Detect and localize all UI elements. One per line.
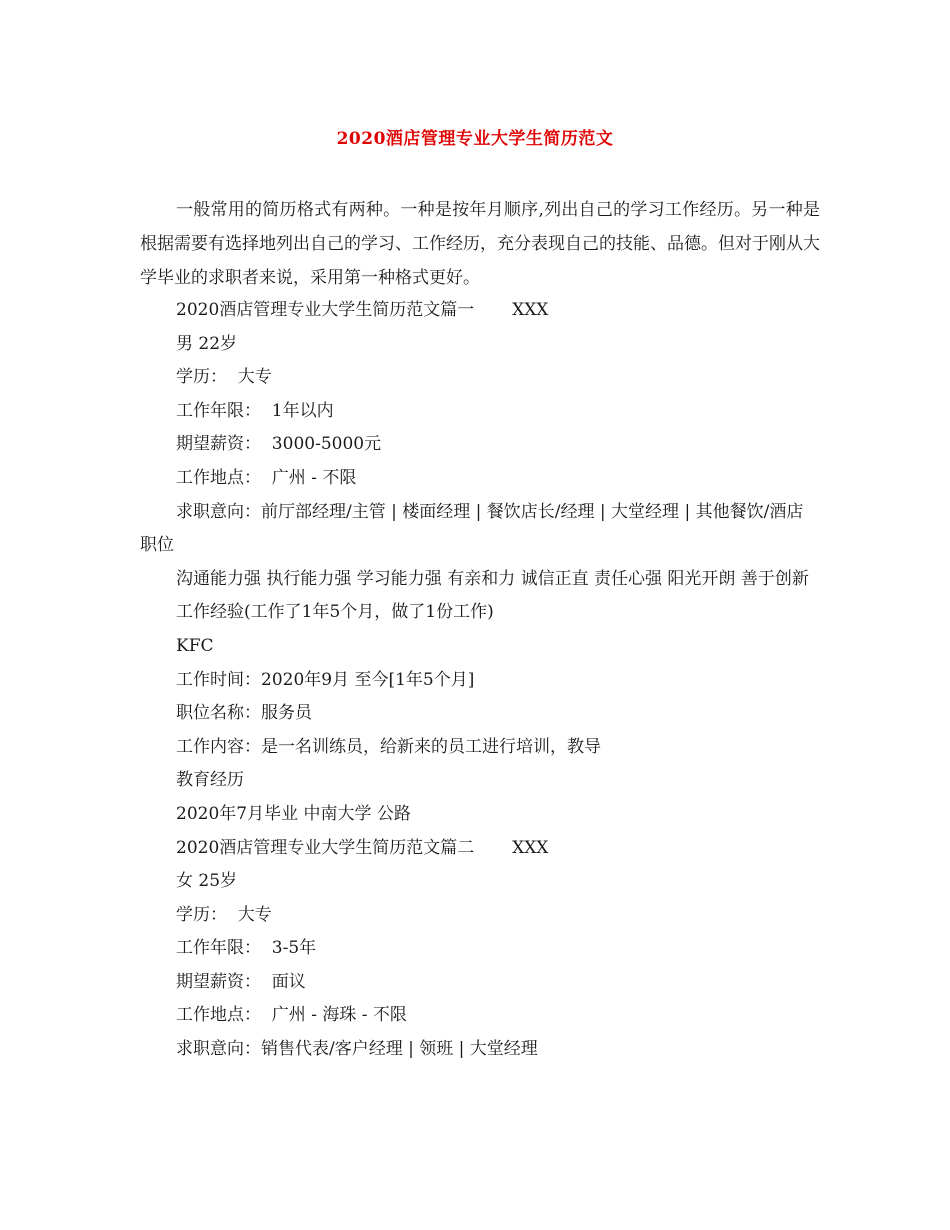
resume-line-gender-age: 男 22岁 bbox=[176, 333, 238, 354]
resume-line-graduation: 2020年7月毕业 中南大学 公路 bbox=[176, 803, 411, 824]
resume-line-education-header: 教育经历 bbox=[176, 770, 244, 791]
resume-line-gender-age: 女 25岁 bbox=[176, 871, 238, 892]
document-title: 2020酒店管理专业大学生简历范文 bbox=[336, 129, 614, 149]
resume-line-job-intention: 求职意向：前厅部经理/主管 | 楼面经理 | 餐饮店长/经理 | 大堂经理 | 其他餐饮/酒店职位 bbox=[140, 501, 804, 556]
resume-line-skills: 沟通能力强 执行能力强 学习能力强 有亲和力 诚信正直 责任心强 阳光开朗 善于创新 bbox=[176, 568, 809, 589]
resume-line-job-intention: 求职意向：销售代表/客户经理 | 领班 | 大堂经理 bbox=[176, 1039, 538, 1060]
resume-line-education: 学历： 大专 bbox=[176, 904, 272, 925]
intro-paragraph: 一般常用的简历格式有两种。一种是按年月顺序,列出自己的学习工作经历。另一种是根据需要有选择地列出自己的学习、工作经历，充分表现自己的技能、品德。但对于刚从大学毕业的求职者来说，采用第一种格式更好。 bbox=[140, 200, 820, 288]
resume-line-work-years: 工作年限： 3-5年 bbox=[176, 938, 317, 959]
resume-line-position: 职位名称：服务员 bbox=[176, 703, 312, 724]
resume-line-education: 学历： 大专 bbox=[176, 367, 272, 388]
resume-line-experience-header: 工作经验(工作了1年5个月，做了1份工作) bbox=[176, 602, 494, 623]
resume-line-location: 工作地点： 广州 - 海珠 - 不限 bbox=[176, 1005, 407, 1026]
resume-line-sample2-heading: 2020酒店管理专业大学生简历范文篇二 XXX bbox=[176, 837, 549, 858]
resume-line-salary: 期望薪资： 3000-5000元 bbox=[176, 434, 382, 455]
resume-line-salary: 期望薪资： 面议 bbox=[176, 971, 306, 992]
resume-line-work-years: 工作年限： 1年以内 bbox=[176, 400, 334, 421]
resume-lines bbox=[140, 294, 820, 1067]
resume-line-company: KFC bbox=[176, 635, 214, 656]
resume-line-location: 工作地点： 广州 - 不限 bbox=[176, 467, 357, 488]
resume-line-work-period: 工作时间：2020年9月 至今[1年5个月] bbox=[176, 669, 475, 690]
resume-line-sample1-heading: 2020酒店管理专业大学生简历范文篇一 XXX bbox=[176, 300, 549, 320]
resume-line-job-content: 工作内容：是一名训练员，给新来的员工进行培训，教导 bbox=[176, 736, 601, 757]
